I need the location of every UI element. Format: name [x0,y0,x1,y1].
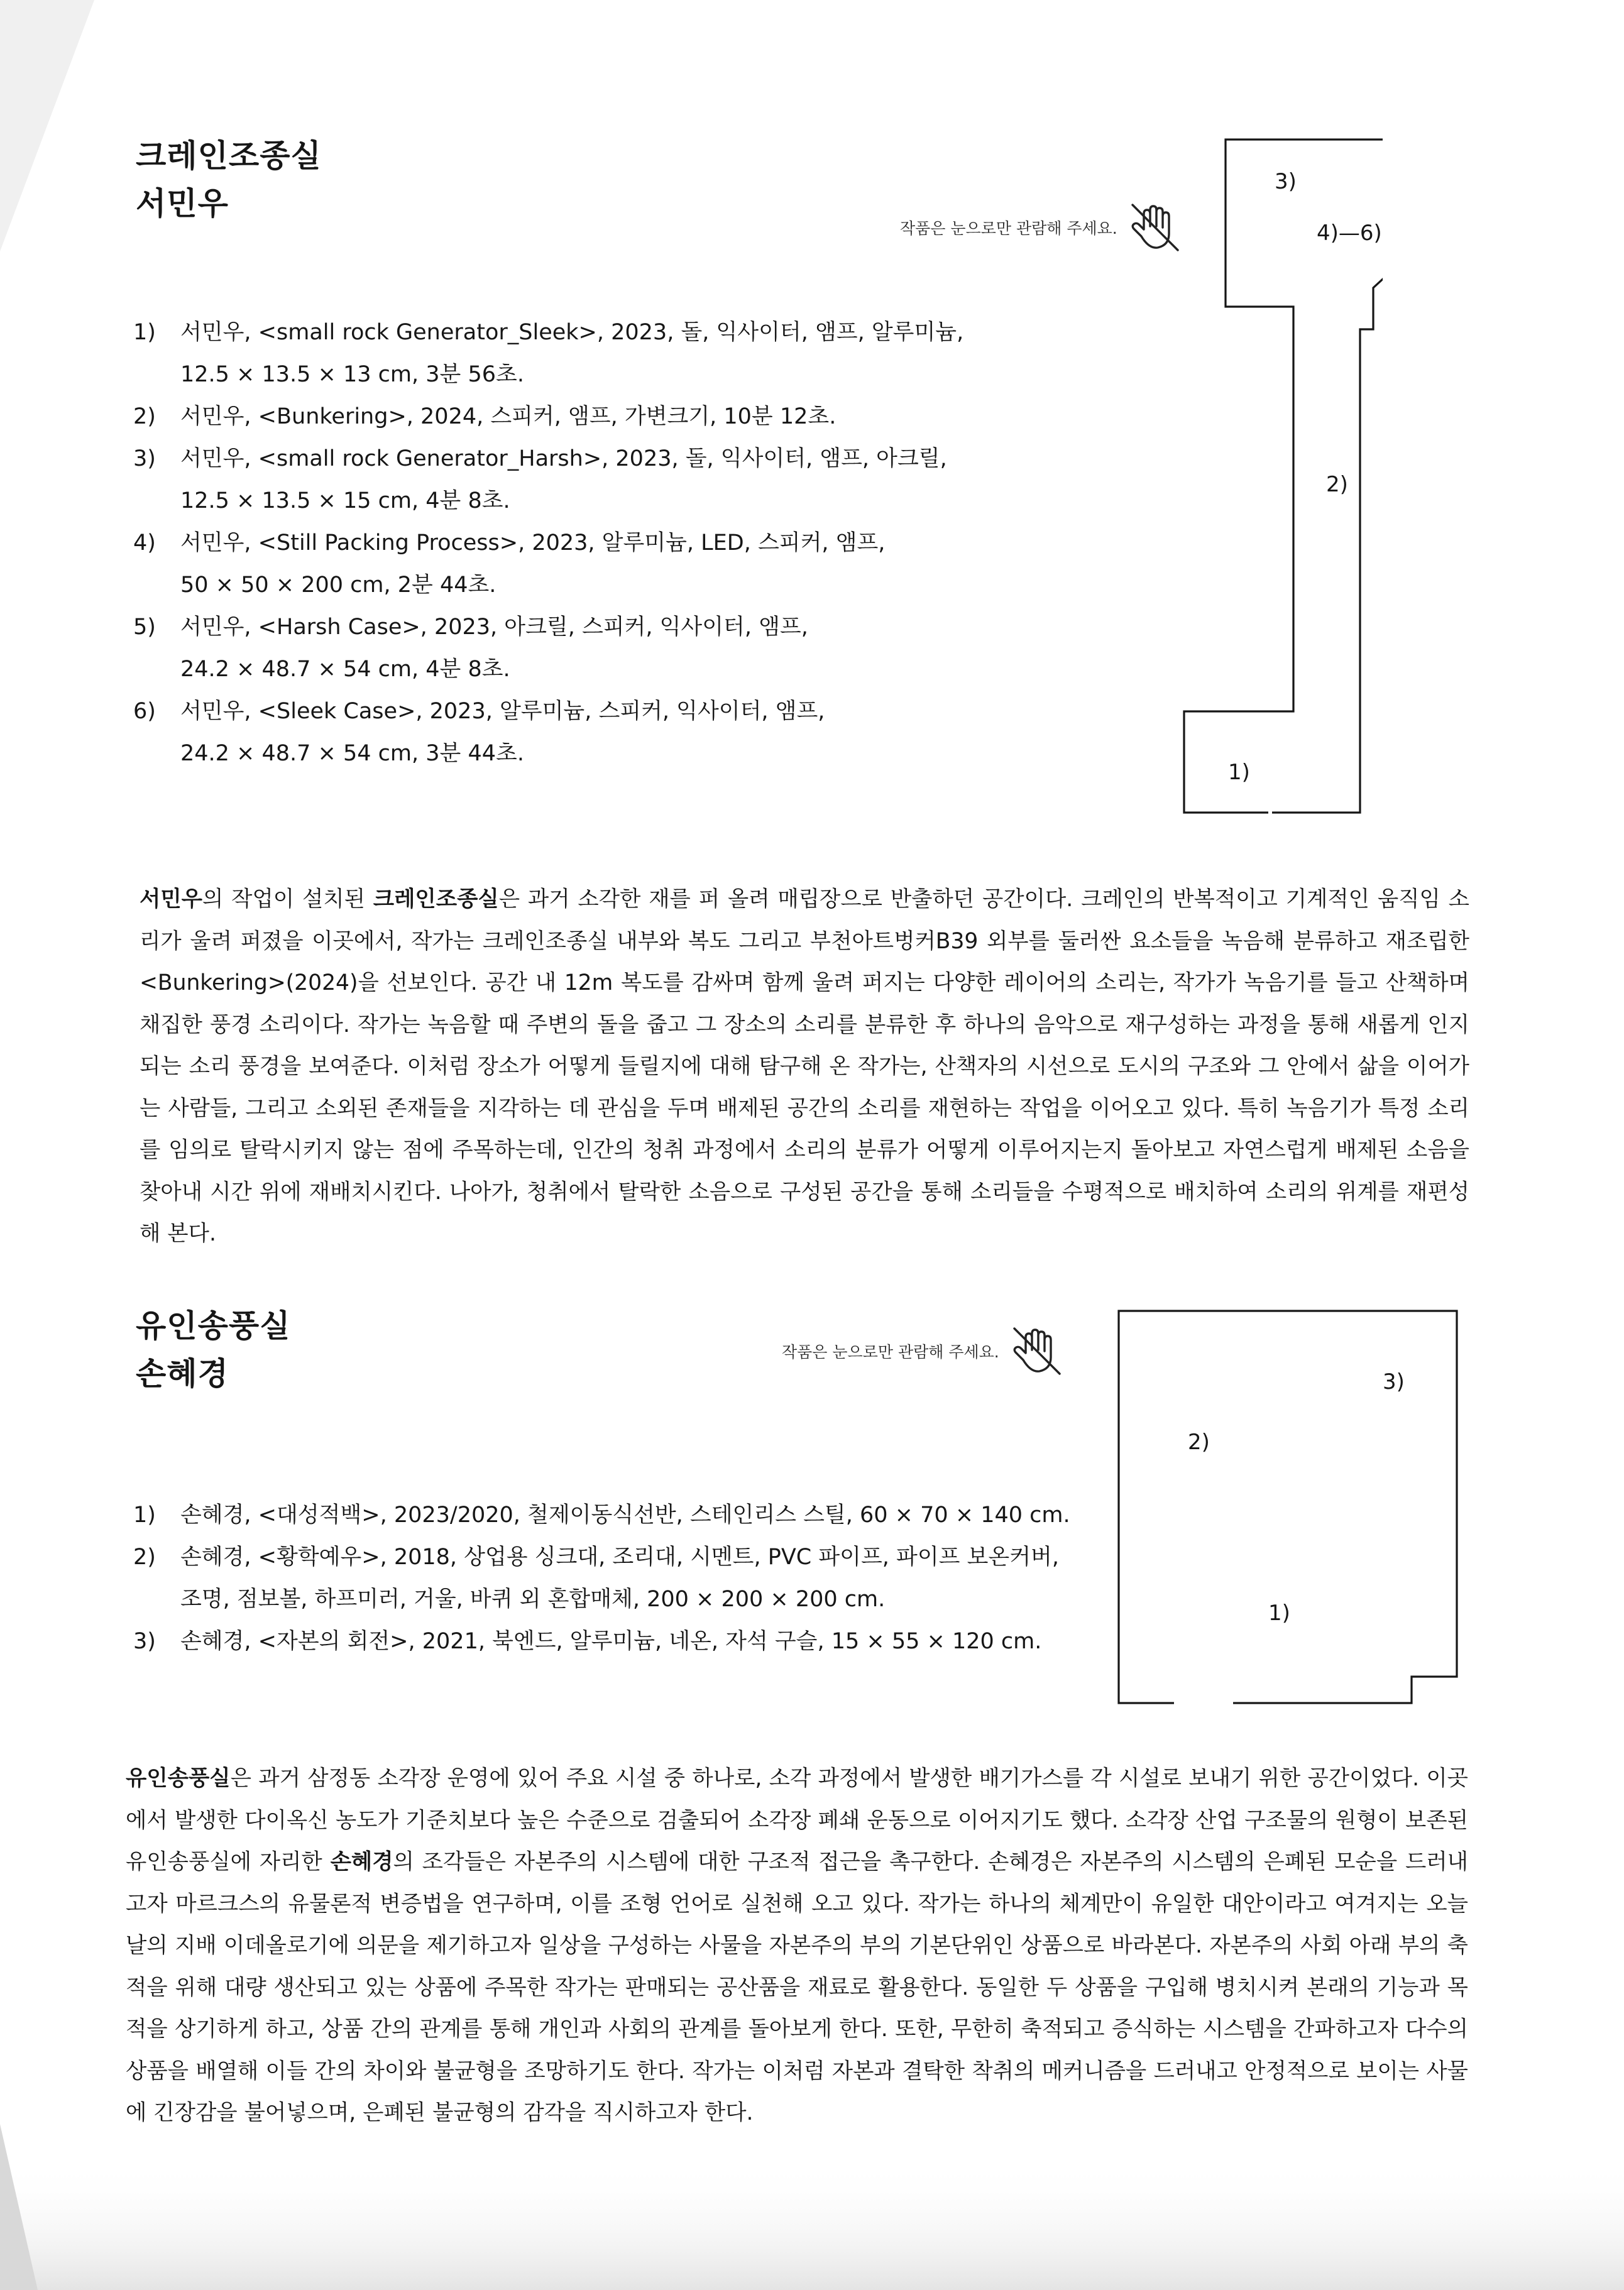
list-item: 3) 손혜경, <자본의 회전>, 2021, 북엔드, 알루미늄, 네온, 자석 구슬, 15 × 55 × 120 cm. [133,1629,1042,1654]
room-name-bold: 크레인조종실 [373,887,499,912]
room-name: 유인송풍실 [136,1308,291,1344]
room-name-bold: 유인송풍실 [126,1766,231,1791]
no-touch-notice [782,1325,1063,1378]
artist-name-bold: 서민우 [140,887,202,912]
section1-description: 서민우의 작업이 설치된 크레인조종실은 과거 소각한 재를 퍼 올려 매립장으로 반출하던 공간이다. 크레인의 반복적이고 기계적인 움직임 소리가 울려 퍼졌을 이곳에서, 작가는 크레인조종실 내부와 복도 그리고 부천아트벙커B39 외부를 둘러싼 요소들을 녹음해 분류하고 재조립한 <Bunkering>(2024)을 선보인다. 공간 내 12m 복도를 감싸며 함께 울려 퍼지는 다양한 레이어의 소리는, 작가가 녹음기를 들고 산책하며 채집한 풍경 소리이다. 작가는 녹음할 때 주변의 돌을 줍고 그 장소의 소리를 분류한 후 하나의 음악으로 재구성하는 과정을 통해 새롭게 인지되는 소리 풍경을 보여준다. 이처럼 장소가 어떻게 들릴지에 대해 탐구해 온 작가는, 산책자의 시선으로 도시의 구조와 그 안에서 삶을 이어가는 사람들, 그리고 소외된 존재들을 지각하는 데 관심을 두며 배제된 공간의 소리를 재현하는 작업을 이어오고 있다. 특히 녹음기가 특정 소리를 임의로 탈락시키지 않는 점에 주목하는데, 인간의 청취 과정에서 소리의 분류가 어떻게 이루어지는지 돌아보고 자연스럽게 배제된 소음을 찾아내 시간 위에 재배치시킨다. 나아가, 청취에서 탈락한 소음으로 구성된 공간을 통해 소리들을 수평적으로 배치하여 소리의 위계를 재편성해 본다. [140,887,1469,1246]
plan-label-3: 3) [1275,169,1297,194]
no-touch-hand-icon [1011,1325,1063,1378]
section2-description: 유인송풍실은 과거 삼정동 소각장 운영에 있어 주요 시설 중 하나로, 소각 과정에서 발생한 배기가스를 각 시설로 보내기 위한 공간이었다. 이곳에서 발생한 다이옥신 농도가 기준치보다 높은 수준으로 검출되어 소각장 폐쇄 운동으로 이어지기도 했다. 소각장 산업 구조물의 원형이 보존된 유인송풍실에 자리한 손혜경의 조각들은 자본주의 시스템에 대한 구조적 접근을 촉구한다. 손혜경은 자본주의 시스템의 은폐된 모순을 드러내고자 마르크스의 유물론적 변증법을 연구하며, 이를 조형 언어로 실천해 오고 있다. 작가는 하나의 체계만이 유일한 대안이라고 여겨지는 오늘날의 지배 이데올로기에 의문을 제기하고자 일상을 구성하는 사물을 자본주의 부의 기본단위인 상품으로 바라본다. 자본주의 사회 아래 부의 축적을 위해 대량 생산되고 있는 상품에 주목한 작가는 판매되는 공산품을 재료로 활용한다. 동일한 두 상품을 구입해 병치시켜 본래의 기능과 목적을 상기하게 하고, 상품 간의 관계를 통해 개인과 사회의 관계를 돌아보게 한다. 또한, 무한히 축적되고 증식하는 시스템을 간파하고자 다수의 상품을 배열해 이들 간의 차이와 불균형을 조망하기도 한다. 작가는 이처럼 자본과 결탁한 착취의 메커니즘을 드러내고 안정적으로 보이는 사물에 긴장감을 불어넣으며, 은폐된 불균형의 감각을 직시하고자 한다. [126,1766,1468,2125]
plan-label-3: 3) [1383,1369,1405,1394]
no-touch-notice [900,201,1182,254]
artist-name-bold: 손혜경 [330,1849,393,1875]
plan-label-4-6: 4)—6) [1317,221,1382,246]
section2-title [136,1302,291,1398]
list-item: 2) 서민우, <Bunkering>, 2024, 스피커, 앰프, 가변크기, 10분 12초. [133,404,837,429]
artist-name: 손혜경 [136,1356,229,1392]
no-touch-hand-icon [1129,201,1182,254]
list-item: 4) 서민우, <Still Packing Process>, 2023, 알루미늄, LED, 스피커, 앰프, 50 × 50 × 200 cm, 2분 44초. [133,530,886,598]
floor-plan-blower-room [1112,1305,1464,1713]
notice-text: 작품은 눈으로만 관람해 주세요. [782,1343,999,1361]
room-name: 크레인조종실 [136,138,322,174]
plan-label-2: 2) [1326,472,1348,497]
list-item: 1) 서민우, <small rock Generator_Sleek>, 2023, 돌, 익사이터, 앰프, 알루미늄, 12.5 × 13.5 × 13 cm, 3분 56초. [133,320,964,387]
floor-plan-outline [1119,1311,1457,1703]
plan-label-1: 1) [1228,760,1250,785]
artist-name: 서민우 [136,185,229,222]
notice-text: 작품은 눈으로만 관람해 주세요. [900,219,1117,238]
list-item: 1) 손혜경, <대성적백>, 2023/2020, 철제이동식선반, 스테인리스 스틸, 60 × 70 × 140 cm. [133,1503,1070,1528]
list-item: 3) 서민우, <small rock Generator_Harsh>, 2023, 돌, 익사이터, 앰프, 아크릴, 12.5 × 13.5 × 15 cm, 4분 8초. [133,446,947,513]
plan-label-1: 1) [1268,1601,1290,1626]
section2-work-list [133,1494,1070,1663]
list-item: 6) 서민우, <Sleek Case>, 2023, 알루미늄, 스피커, 익사이터, 앰프, 24.2 × 48.7 × 54 cm, 3분 44초. [133,699,825,766]
plan-label-2: 2) [1188,1430,1210,1455]
floor-plan-crane-room [1182,138,1383,848]
section1-work-list [133,312,963,775]
list-item: 2) 손혜경, <황학예우>, 2018, 상업용 싱크대, 조리대, 시멘트, PVC 파이프, 파이프 보온커버, 조명, 점보볼, 하프미러, 거울, 바퀴 외 혼합매체, 200 × 200 × 200 cm. [133,1545,1059,1612]
section1-title [136,132,322,227]
list-item: 5) 서민우, <Harsh Case>, 2023, 아크릴, 스피커, 익사이터, 앰프, 24.2 × 48.7 × 54 cm, 4분 8초. [133,615,808,682]
